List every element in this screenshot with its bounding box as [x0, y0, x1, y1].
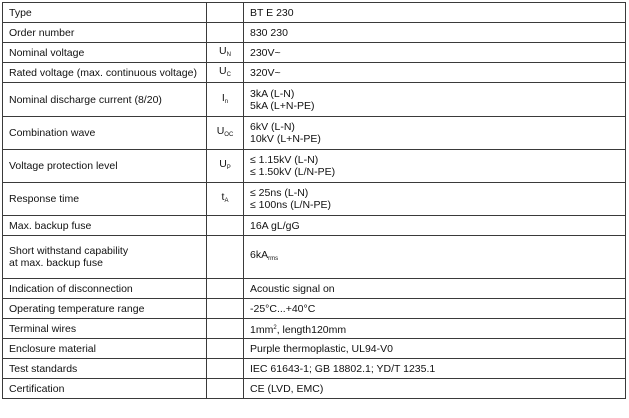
symbol: U — [219, 158, 227, 170]
param-label: Voltage protection level — [3, 150, 207, 183]
table-row — [3, 319, 626, 339]
param-label: Indication of disconnection — [3, 279, 207, 299]
value-line: ≤ 1.50kV (L/N-PE) — [250, 166, 336, 178]
param-label: Enclosure material — [3, 339, 207, 359]
symbol-cell — [207, 183, 244, 216]
symbol-cell — [207, 63, 244, 83]
value-cell — [244, 183, 626, 216]
symbol: t — [221, 191, 225, 203]
value-main: 6kA — [250, 249, 269, 261]
value-cell: 230V~ — [244, 43, 626, 63]
value-line: 3kA (L-N) — [250, 87, 295, 100]
symbol-cell — [207, 339, 244, 359]
symbol-subscript: P — [226, 165, 231, 171]
spec-table — [2, 2, 626, 399]
table-row — [3, 216, 626, 236]
value-cell: 16A gL/gG — [244, 216, 626, 236]
table-row — [3, 43, 626, 63]
symbol-subscript: N — [226, 51, 231, 58]
symbol-cell — [207, 3, 244, 23]
symbol-cell — [207, 319, 244, 339]
table-row — [3, 117, 626, 150]
value-subscript: rms — [268, 256, 279, 262]
value-cell — [244, 319, 626, 339]
param-label — [3, 236, 207, 279]
param-label: Test standards — [3, 359, 207, 379]
symbol-subscript: n — [224, 98, 229, 105]
value-cell: 830 230 — [244, 23, 626, 43]
symbol-subscript: C — [226, 71, 231, 78]
table-row — [3, 63, 626, 83]
symbol-cell — [207, 379, 244, 399]
value-cell: Acoustic signal on — [244, 279, 626, 299]
param-label: Certification — [3, 379, 207, 399]
param-line: at max. backup fuse — [9, 257, 103, 269]
value-cell: CE (LVD, EMC) — [244, 379, 626, 399]
table-row — [3, 183, 626, 216]
value-cell: IEC 61643-1; GB 18802.1; YD/T 1235.1 — [244, 359, 626, 379]
param-label: Response time — [3, 183, 207, 216]
symbol: U — [216, 125, 225, 137]
symbol-cell — [207, 117, 244, 150]
param-label: Nominal discharge current (8/20) — [3, 83, 207, 117]
symbol: U — [219, 64, 227, 77]
param-label: Max. backup fuse — [3, 216, 207, 236]
value-cell: Purple thermoplastic, UL94-V0 — [244, 339, 626, 359]
param-label: Order number — [3, 23, 207, 43]
value-line: ≤ 1.15kV (L-N) — [250, 154, 319, 166]
value-cell — [244, 150, 626, 183]
value-line: ≤ 100ns (L/N-PE) — [250, 199, 332, 211]
param-label: Operating temperature range — [3, 299, 207, 319]
symbol-cell — [207, 216, 244, 236]
symbol: I — [221, 91, 225, 104]
table-row — [3, 279, 626, 299]
value-main: 1mm — [250, 323, 274, 336]
table-row — [3, 339, 626, 359]
symbol-subscript: OC — [224, 132, 234, 138]
symbol-cell — [207, 279, 244, 299]
table-row — [3, 236, 626, 279]
param-label: Terminal wires — [3, 319, 207, 339]
table-row — [3, 23, 626, 43]
param-label: Rated voltage (max. continuous voltage) — [3, 63, 207, 83]
symbol-cell — [207, 23, 244, 43]
param-label: Type — [3, 3, 207, 23]
table-row — [3, 83, 626, 117]
table-row — [3, 379, 626, 399]
value-line: 5kA (L+N-PE) — [250, 99, 315, 112]
value-cell — [244, 117, 626, 150]
table-row — [3, 3, 626, 23]
symbol-cell — [207, 150, 244, 183]
symbol-cell — [207, 43, 244, 63]
param-line: Short withstand capability — [9, 245, 129, 257]
table-row — [3, 299, 626, 319]
value-cell — [244, 83, 626, 117]
value-cell: BT E 230 — [244, 3, 626, 23]
param-label: Combination wave — [3, 117, 207, 150]
symbol-cell — [207, 299, 244, 319]
symbol-subscript: A — [224, 198, 229, 204]
symbol-cell — [207, 83, 244, 117]
table-row — [3, 150, 626, 183]
symbol: U — [219, 44, 227, 57]
value-cell: -25°C...+40°C — [244, 299, 626, 319]
value-line: 10kV (L+N-PE) — [250, 133, 321, 145]
table-row — [3, 359, 626, 379]
value-line: ≤ 25ns (L-N) — [250, 187, 309, 199]
value-line: 6kV (L-N) — [250, 121, 295, 133]
value-superscript: 2 — [273, 324, 277, 331]
param-label: Nominal voltage — [3, 43, 207, 63]
value-rest: , length120mm — [276, 323, 347, 336]
value-cell: 320V~ — [244, 63, 626, 83]
symbol-cell — [207, 236, 244, 279]
symbol-cell — [207, 359, 244, 379]
value-cell — [244, 236, 626, 279]
